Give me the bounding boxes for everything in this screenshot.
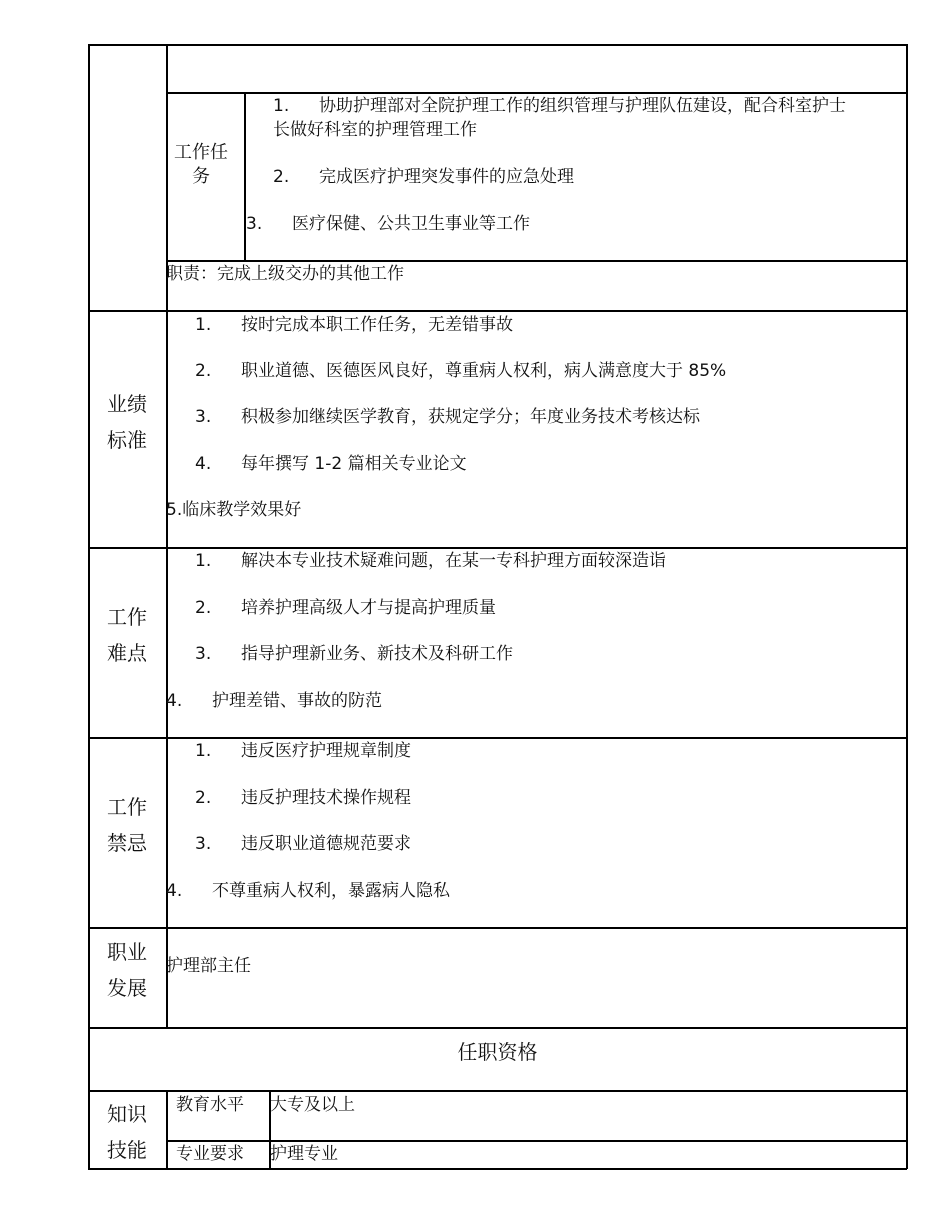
item-number: 4. xyxy=(166,691,183,711)
duty-line: 职责：完成上级交办的其他工作 xyxy=(166,264,404,284)
difficulty-item-4 xyxy=(166,689,382,713)
knowledge-skills-label-line1: 知识 xyxy=(107,1102,147,1126)
item-text: 按时完成本职工作任务，无差错事故 xyxy=(241,315,513,335)
career-value: 护理部主任 xyxy=(166,956,251,976)
prohibitions-label-line2: 禁忌 xyxy=(107,831,147,855)
major-value: 护理专业 xyxy=(270,1144,338,1164)
prohibitions-label xyxy=(88,789,166,861)
item-number: 4. xyxy=(195,454,212,474)
career-label xyxy=(88,934,166,1006)
prohibition-item-3 xyxy=(195,832,411,856)
performance-label-line2: 标准 xyxy=(107,428,147,452)
difficulties-label xyxy=(88,599,166,671)
performance-item-5: 5.临床教学效果好 xyxy=(166,500,302,520)
performance-label-line1: 业绩 xyxy=(107,392,147,416)
qualifications-title: 任职资格 xyxy=(457,1040,538,1064)
difficulty-item-1 xyxy=(195,549,666,573)
item-text: 每年撰写 1-2 篇相关专业论文 xyxy=(241,454,467,474)
item-text: 解决本专业技术疑难问题，在某一专科护理方面较深造诣 xyxy=(241,551,666,571)
item-text: 积极参加继续医学教育，获规定学分；年度业务技术考核达标 xyxy=(241,407,700,427)
item-text: 违反医疗护理规章制度 xyxy=(241,741,411,761)
item-number: 2. xyxy=(195,598,212,618)
performance-item-4 xyxy=(195,452,467,476)
item-text: 不尊重病人权利，暴露病人隐私 xyxy=(212,881,450,901)
performance-label xyxy=(88,386,166,458)
item-number: 1. xyxy=(195,551,212,571)
difficulty-item-2 xyxy=(195,596,496,620)
item-text: 违反护理技术操作规程 xyxy=(241,788,411,808)
performance-item-1 xyxy=(195,313,513,337)
task-item-1 xyxy=(273,94,846,118)
task-item-2 xyxy=(273,165,574,189)
item-text: 护理差错、事故的防范 xyxy=(212,691,382,711)
work-tasks-label: 工作任务 xyxy=(174,142,228,187)
task-number: 2. xyxy=(273,167,290,187)
major-key: 专业要求 xyxy=(176,1144,244,1164)
task-number: 3. xyxy=(246,214,263,234)
item-number: 3. xyxy=(195,407,212,427)
career-label-line2: 发展 xyxy=(107,976,147,1000)
task-text: 协助护理部对全院护理工作的组织管理与护理队伍建设，配合科室护士 xyxy=(319,96,846,116)
item-text: 指导护理新业务、新技术及科研工作 xyxy=(241,644,513,664)
task-item-1-continuation: 长做好科室的护理管理工作 xyxy=(273,120,477,140)
task-item-3 xyxy=(246,212,530,236)
item-text: 职业道德、医德医风良好，尊重病人权利，病人满意度大于 85% xyxy=(241,361,727,381)
item-number: 1. xyxy=(195,741,212,761)
difficulty-item-3 xyxy=(195,642,513,666)
knowledge-skills-label xyxy=(88,1096,166,1168)
task-text: 完成医疗护理突发事件的应急处理 xyxy=(319,167,574,187)
career-label-line1: 职业 xyxy=(107,940,147,964)
performance-item-3 xyxy=(195,405,700,429)
prohibition-item-1 xyxy=(195,739,411,763)
item-number: 4. xyxy=(166,881,183,901)
task-text: 医疗保健、公共卫生事业等工作 xyxy=(292,214,530,234)
task-number: 1. xyxy=(273,96,290,116)
prohibition-item-4 xyxy=(166,879,450,903)
item-number: 2. xyxy=(195,788,212,808)
item-number: 3. xyxy=(195,834,212,854)
difficulties-label-line2: 难点 xyxy=(107,641,147,665)
item-number: 2. xyxy=(195,361,212,381)
item-text: 违反职业道德规范要求 xyxy=(241,834,411,854)
education-key: 教育水平 xyxy=(176,1095,244,1115)
item-number: 1. xyxy=(195,315,212,335)
prohibition-item-2 xyxy=(195,786,411,810)
item-text: 培养护理高级人才与提高护理质量 xyxy=(241,598,496,618)
education-value: 大专及以上 xyxy=(270,1095,355,1115)
difficulties-label-line1: 工作 xyxy=(107,605,147,629)
prohibitions-label-line1: 工作 xyxy=(107,795,147,819)
knowledge-skills-label-line2: 技能 xyxy=(107,1138,147,1162)
item-number: 3. xyxy=(195,644,212,664)
performance-item-2 xyxy=(195,359,726,383)
